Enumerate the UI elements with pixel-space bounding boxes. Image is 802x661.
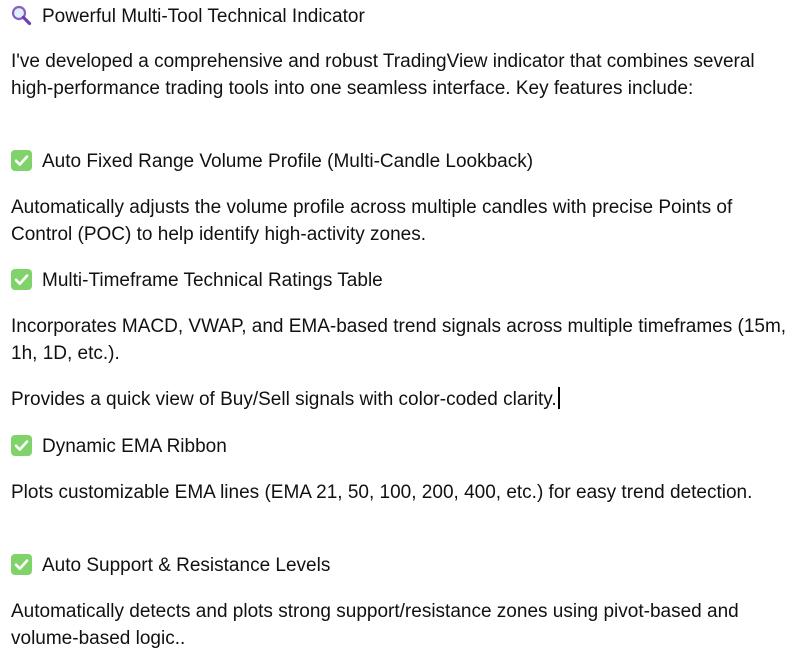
intro-paragraph: I've developed a comprehensive and robust TradingView indicator that combines several high-performance trading tools into one seamless interface. Key features include: [11, 51, 755, 99]
page-title: Powerful Multi-Tool Technical Indicator [42, 6, 365, 27]
feature-heading-support-resistance [11, 552, 330, 579]
feature-description: Plots customizable EMA lines (EMA 21, 50, 100, 200, 400, etc.) for easy trend detection. [11, 482, 753, 503]
feature-heading-text: Auto Fixed Range Volume Profile (Multi-Candle Lookback) [42, 151, 534, 172]
feature-heading-ratings-table [11, 267, 383, 294]
feature-description: Automatically detects and plots strong support/resistance zones using pivot-based and volume-based logic.. [11, 601, 739, 649]
feature-description: Provides a quick view of Buy/Sell signals with color-coded clarity. [11, 389, 557, 410]
feature-description-line [11, 386, 560, 413]
feature-heading-ema-ribbon [11, 433, 227, 460]
check-mark-button-icon [11, 269, 32, 290]
feature-description: Automatically adjusts the volume profile across multiple candles with precise Points of Control (POC) to help identify high-activity zones. [11, 197, 733, 245]
feature-heading-text: Auto Support & Resistance Levels [42, 555, 331, 576]
magnifying-glass-icon [11, 5, 32, 26]
check-mark-button-icon [11, 554, 32, 575]
feature-description: Incorporates MACD, VWAP, and EMA-based trend signals across multiple timeframes (15m, 1h, 1D, etc.). [11, 316, 787, 364]
text-cursor [558, 387, 560, 409]
title-line [11, 3, 365, 30]
feature-heading-text: Dynamic EMA Ribbon [42, 436, 227, 457]
feature-heading-volume-profile [11, 148, 533, 175]
feature-heading-text: Multi-Timeframe Technical Ratings Table [42, 270, 383, 291]
check-mark-button-icon [11, 150, 32, 171]
check-mark-button-icon [11, 435, 32, 456]
